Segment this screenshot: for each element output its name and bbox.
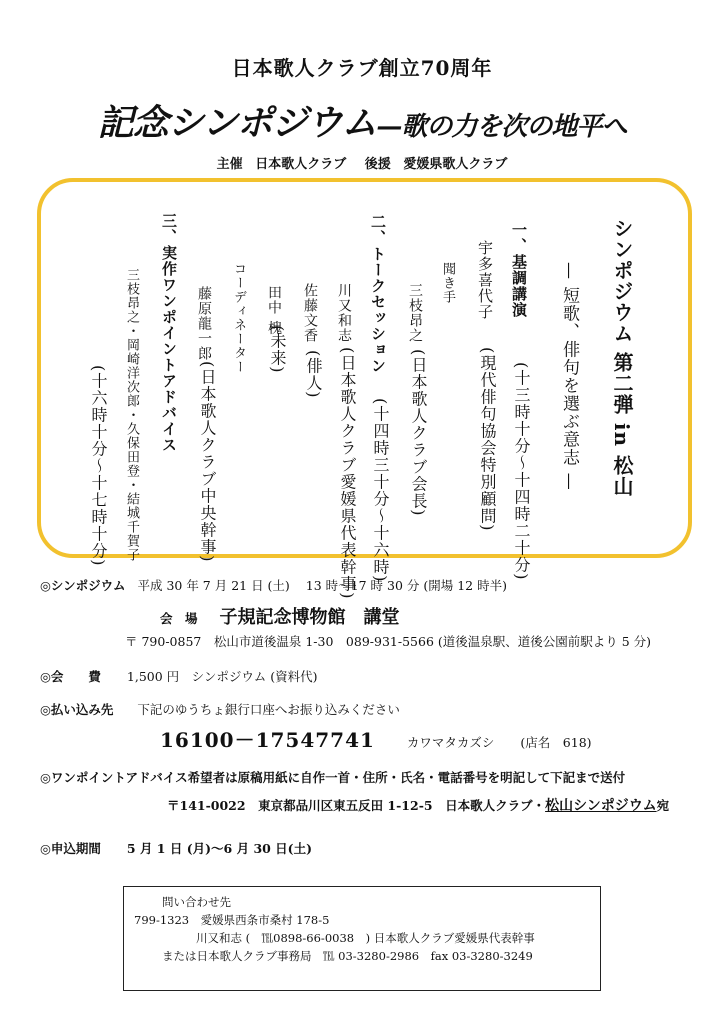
- advice-members: 三枝昂之・岡崎洋次郎・久保田登・結城千賀子: [124, 268, 139, 562]
- payment-line: [40, 700, 400, 718]
- host-line: [0, 153, 724, 172]
- venue-label: 会 場: [160, 611, 198, 626]
- panelist-3-note: (未来): [268, 325, 287, 374]
- fee-value: 1,500 円 シンポジウム (資料代): [126, 669, 318, 684]
- venue-line: [160, 603, 400, 629]
- contact-person: 川又和志 ( ℡0898-66-0038 ) 日本歌人クラブ愛媛県代表幹事: [196, 931, 535, 945]
- apply-label: ◎申込期間: [40, 841, 101, 856]
- apply-period: 5 月 1 日 (月)〜6 月 30 日(土): [126, 841, 313, 856]
- panelist-3: 田中 槐: [266, 285, 282, 336]
- title-main: 記念シンポジウム: [97, 102, 377, 144]
- account-line: [160, 724, 592, 753]
- symposium-time: 13 時〜17 時 30 分 (開場 12 時半): [305, 578, 507, 593]
- account-name: カワマタカズシ: [406, 735, 495, 750]
- host-label: 主催: [216, 157, 243, 172]
- symposium-label: ◎シンポジウム: [40, 578, 126, 593]
- advice-label: 三、実作ワンポイントアドバイス: [160, 213, 178, 453]
- coordinator-label: コーディネーター: [231, 262, 246, 374]
- program-theme: — 短歌、俳句を選ぶ意志 —: [559, 262, 579, 491]
- keynote-label: 一、基調講演: [510, 222, 528, 318]
- support-name: 愛媛県歌人クラブ: [403, 157, 508, 172]
- contact-box: [123, 886, 601, 991]
- payment-label: ◎払い込み先: [40, 702, 114, 717]
- payment-note: 下記のゆうちょ銀行口座へお振り込みください: [137, 702, 400, 717]
- contact-office: または日本歌人クラブ事務局 ℡ 03-3280-2986 fax 03-3280-3249: [162, 949, 533, 963]
- keynote-time: (十三時十分〜十四時二十分): [512, 362, 531, 581]
- contact-address: 799-1323 愛媛県西条市桑村 178-5: [134, 913, 330, 927]
- symposium-date: 平成 30 年 7 月 21 日 (土): [137, 578, 290, 593]
- coordinator-name: 藤原龍一郎: [196, 286, 212, 361]
- panelist-2-note: (俳人): [304, 350, 323, 399]
- talk-time: (十四時三十分〜十六時): [371, 398, 390, 583]
- keynote-speaker: 宇多喜代子: [476, 240, 494, 320]
- page-title: [0, 95, 724, 146]
- advice-apply-note: ◎ワンポイントアドバイス希望者は原稿用紙に自作一首・住所・氏名・電話番号を明記して下記まで送付: [40, 770, 626, 785]
- anniversary-heading: 日本歌人クラブ創立70周年: [231, 56, 493, 80]
- advice-address: 〒141-0022 東京都品川区東五反田 1-12-5 日本歌人クラブ・: [167, 798, 546, 813]
- keynote-speaker-note: (現代俳句協会特別顧問): [478, 347, 497, 532]
- advice-time: (十六時十分〜十七時十分): [89, 365, 108, 567]
- interviewer-name: 三枝昂之: [407, 283, 423, 343]
- talk-label: 二、トークセッション: [369, 214, 387, 374]
- program-heading: シンポジウム 第二弾 in 松山: [610, 218, 634, 498]
- branch-name: (店名 618): [520, 735, 592, 750]
- apply-period-line: [40, 839, 312, 857]
- symposium-line: [40, 576, 507, 594]
- panelist-1-note: (日本歌人クラブ愛媛県代表幹事): [338, 347, 357, 600]
- advice-suffix: 宛: [656, 798, 670, 813]
- fee-label: ◎会 費: [40, 669, 101, 684]
- support-label: 後援: [364, 157, 391, 172]
- venue-name: 子規記念博物館 講堂: [219, 607, 400, 628]
- title-sub: —歌の力を次の地平へ: [376, 112, 627, 142]
- fee-line: [40, 667, 317, 685]
- coordinator-note: (日本歌人クラブ中央幹事): [198, 361, 217, 563]
- account-number: 16100－17547741: [160, 728, 375, 752]
- advice-destination: 松山シンポジウム: [545, 798, 657, 814]
- panelist-1: 川又和志: [336, 283, 352, 343]
- advice-address-line: [167, 795, 669, 815]
- venue-address: 〒 790-0857 松山市道後温泉 1-30 089-931-5566 (道後温泉駅、道後公園前駅より 5 分): [125, 634, 652, 649]
- interviewer-label: 聞き手: [440, 262, 455, 304]
- host-name: 日本歌人クラブ: [255, 157, 347, 172]
- contact-title: 問い合わせ先: [162, 895, 231, 909]
- interviewer-note: (日本歌人クラブ会長): [409, 349, 428, 517]
- panelist-2: 佐藤文香: [302, 283, 318, 343]
